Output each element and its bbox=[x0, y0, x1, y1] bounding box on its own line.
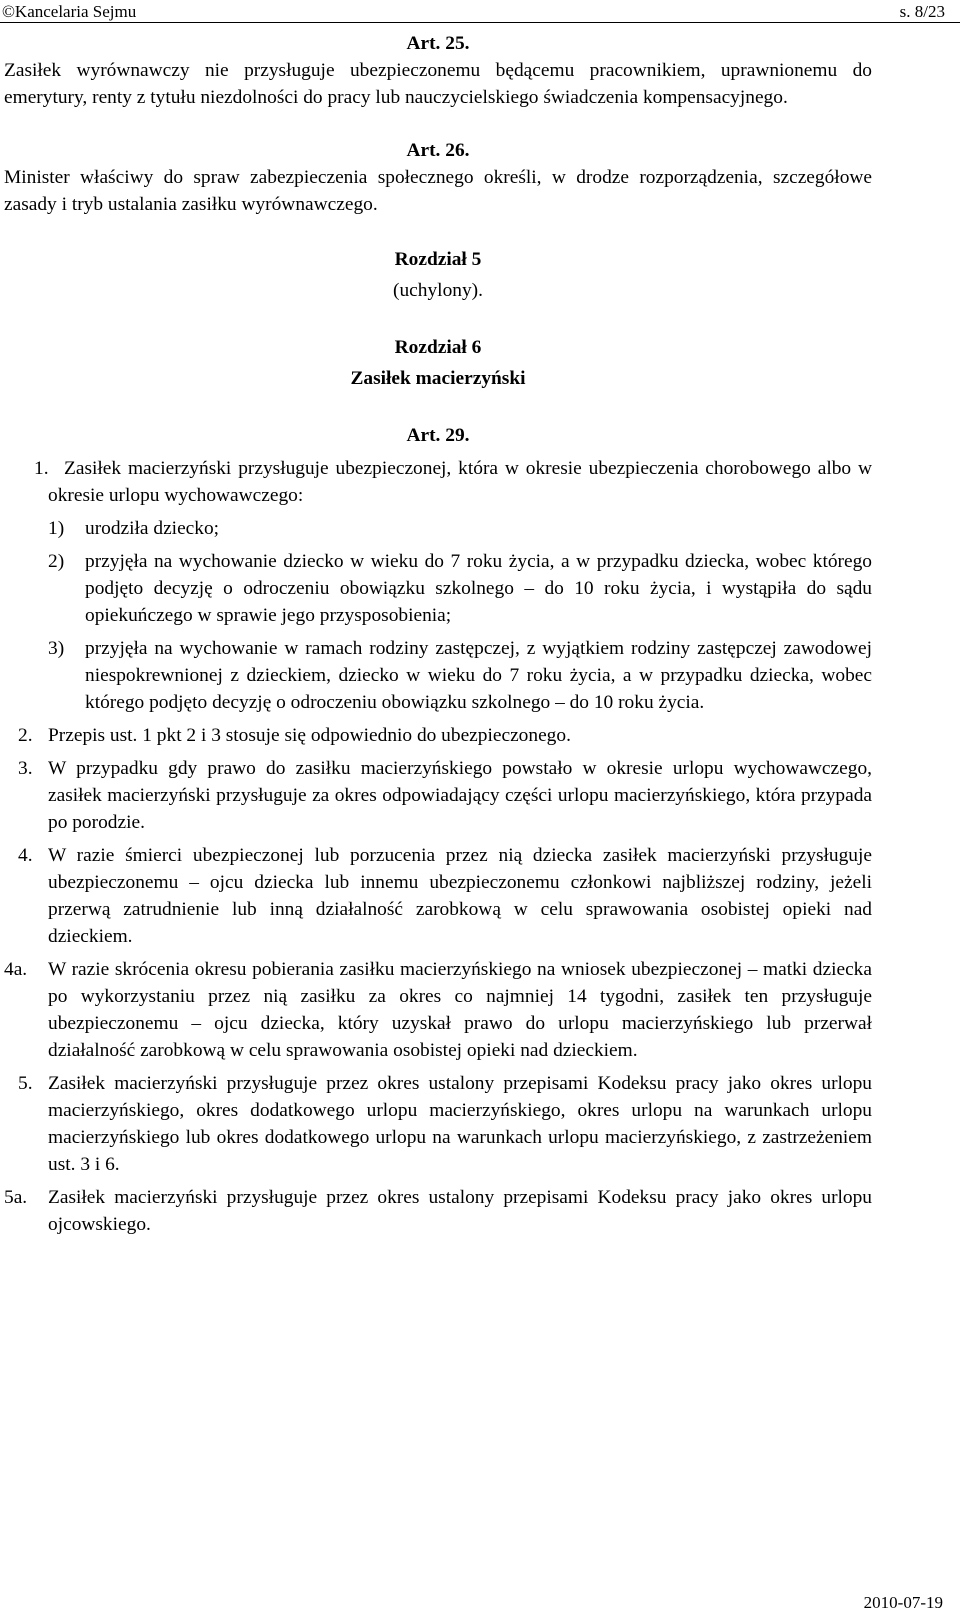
article-29-ust-1-point-1 bbox=[48, 515, 872, 542]
document-body bbox=[4, 30, 872, 1238]
ust-number: 5a. bbox=[4, 1187, 28, 1208]
ust-number: 5. bbox=[18, 1073, 33, 1094]
article-29-ust-5a bbox=[4, 1184, 872, 1238]
header-rule bbox=[0, 22, 960, 23]
chapter-6-subtitle: Zasiłek macierzyński bbox=[350, 368, 526, 389]
page-header bbox=[0, 0, 960, 22]
ust-number: 3. bbox=[18, 758, 33, 779]
ust-text: W przypadku gdy prawo do zasiłku macierzyńskiego powstało w okresie urlopu wychowawczego, zasiłek macierzyński przysługuje za okres odpowiadający części urlopu macierzyńskiego, która przypada po porodzie. bbox=[48, 758, 872, 833]
article-29-ust-4 bbox=[4, 842, 872, 950]
point-number: 3) bbox=[48, 638, 65, 659]
point-number: 1) bbox=[48, 518, 65, 539]
source-label: ©Kancelaria Sejmu bbox=[2, 2, 137, 21]
ust-text: W razie skrócenia okresu pobierania zasiłku macierzyńskiego na wniosek ubezpieczonej – matki dziecka po wykorzystaniu przez nią zasiłku za okres co najmniej 14 tygodni, zasiłek ten przysługuje ubezpieczonemu – ojcu dziecka, który uzyskał prawo do urlopu macierzyńskiego lub przerwał działalność zarobkową w celu sprawowania osobistej opieki nad dzieckiem. bbox=[48, 959, 872, 1061]
ust-text: Zasiłek macierzyński przysługuje przez okres ustalony przepisami Kodeksu pracy jako okres urlopu macierzyńskiego, okres dodatkowego urlopu macierzyńskiego, okres urlopu na warunkach urlopu macierzyńskiego lub okres dodatkowego urlopu na warunkach urlopu macierzyńskiego, z zastrzeżeniem ust. 3 i 6. bbox=[48, 1073, 872, 1175]
ust-number: 4a. bbox=[4, 959, 28, 980]
article-26-title: Art. 26. bbox=[406, 140, 470, 161]
article-29-ust-5 bbox=[4, 1070, 872, 1178]
ust-text: Zasiłek macierzyński przysługuje ubezpieczonej, która w okresie ubezpieczenia chorobowego albo w okresie urlopu wychowawczego: bbox=[48, 458, 872, 506]
point-text: przyjęła na wychowanie dziecko w wieku do 7 roku życia, a w przypadku dziecka, wobec którego podjęto decyzję o odroczeniu obowiązku szkolnego – do 10 roku życia, i wystąpiła do sądu opiekuńczego w sprawie jego przysposobienia; bbox=[85, 551, 872, 626]
ust-number: 2. bbox=[18, 725, 33, 746]
article-26-text: Minister właściwy do spraw zabezpieczenia społecznego określi, w drodze rozporządzenia, szczegółowe zasady i tryb ustalania zasiłku wyrównawczego. bbox=[4, 167, 872, 215]
chapter-5-title: Rozdział 5 bbox=[394, 249, 482, 270]
article-25-text: Zasiłek wyrównawczy nie przysługuje ubezpieczonemu będącemu pracownikiem, uprawnionemu do emerytury, renty z tytułu niezdolności do pracy lub nauczycielskiego świadczenia kompensacyjnego. bbox=[4, 60, 872, 108]
article-29-ust-1 bbox=[4, 455, 872, 509]
point-number: 2) bbox=[48, 551, 65, 572]
ust-number: 4. bbox=[18, 845, 33, 866]
point-text: przyjęła na wychowanie w ramach rodziny zastępczej, z wyjątkiem rodziny zastępczej zawodowej niespokrewnionej z dzieckiem, dziecko w wieku do 7 roku życia, a w przypadku dziecka, wobec którego podjęto decyzję o odroczeniu obowiązku szkolnego – do 10 roku życia. bbox=[85, 638, 872, 713]
article-25-title: Art. 25. bbox=[406, 33, 470, 54]
page-number: s. 8/23 bbox=[899, 2, 945, 21]
ust-text: W razie śmierci ubezpieczonej lub porzucenia przez nią dziecka zasiłek macierzyński przysługuje ubezpieczonemu – ojcu dziecka lub innemu ubezpieczonemu członkowi najbliższej rodziny, jeżeli przerwą zatrudnienie lub inną działalność zarobkową w celu sprawowania osobistej opieki nad dzieckiem. bbox=[48, 845, 872, 947]
article-29-ust-3 bbox=[4, 755, 872, 836]
article-29-ust-1-point-2 bbox=[48, 548, 872, 629]
article-29-title: Art. 29. bbox=[406, 425, 470, 446]
chapter-5-subtitle: (uchylony). bbox=[393, 280, 483, 301]
ust-text: Zasiłek macierzyński przysługuje przez okres ustalony przepisami Kodeksu pracy jako okres urlopu ojcowskiego. bbox=[48, 1187, 872, 1235]
footer-date: 2010-07-19 bbox=[863, 1593, 943, 1612]
article-29-ust-4a bbox=[4, 956, 872, 1064]
point-text: urodziła dziecko; bbox=[85, 518, 220, 539]
ust-text: Przepis ust. 1 pkt 2 i 3 stosuje się odpowiednio do ubezpieczonego. bbox=[48, 725, 571, 746]
article-29-ust-2 bbox=[4, 722, 872, 749]
chapter-6-title: Rozdział 6 bbox=[394, 337, 482, 358]
ust-number: 1. bbox=[34, 458, 49, 479]
article-29-ust-1-point-3 bbox=[48, 635, 872, 716]
